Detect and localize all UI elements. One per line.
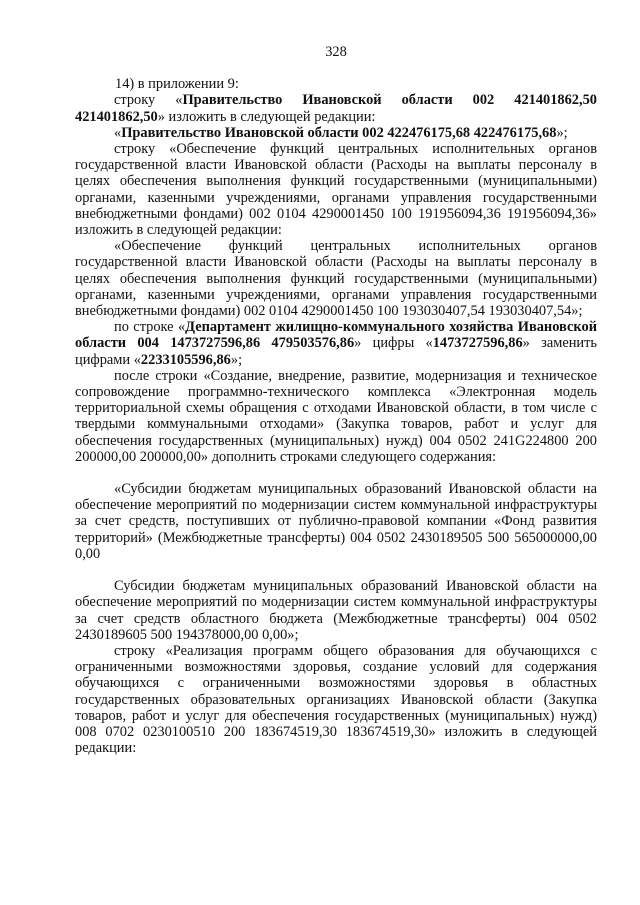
paragraph-appendix-9: 14) в приложении 9: <box>115 76 239 93</box>
paragraph-row-education: строку «Реализация программ общего образования для обучающихся с ограниченными возможностями здоровья, создание условий для содержания обучающихся с ограниченными возможностями здоровья в областных государственных образовательных организациях Ивановской области (Закупка товаров, работ и услуг для обеспечения государственных (муниципальных) нужд) 008 0702 0230100510 200 183674519,30 183674519,30» изложить в следующей редакции: <box>75 642 597 757</box>
bold-row-text: Правительство Ивановской области 002 421401862,50 421401862,50 <box>75 92 597 125</box>
bold-row-text: Правительство Ивановской области 002 422476175,68 422476175,68 <box>121 124 557 141</box>
paragraph-row-government-new: «Правительство Ивановской области 002 422476175,68 422476175,68»; <box>114 124 568 141</box>
paragraph-subsidy-fund: «Субсидии бюджетам муниципальных образований Ивановской области на обеспечение мероприятий по модернизации систем коммунальной инфраструктуры за счет средств, поступивших от публично-правовой компании «Фонд развития территорий» (Межбюджетные трансферты) 004 0502 2430189505 500 565000000,00 0,00 <box>75 481 597 562</box>
page-number: 328 <box>325 44 347 60</box>
paragraph-row-government: строку «Правительство Ивановской области 002 421401862,50 421401862,50» изложить в следующей редакции: <box>75 92 597 125</box>
bold-figure-new: 2233105596,86 <box>140 351 231 368</box>
bold-row-text: Департамент жилищно-коммунального хозяйства Ивановской области 004 1473727596,86 479503576,86 <box>75 319 597 352</box>
bold-figure-old: 1473727596,86 <box>432 335 523 352</box>
paragraph-row-functions-new: «Обеспечение функций центральных исполнительных органов государственной власти Ивановской области (Расходы на выплаты персоналу в целях обеспечения выполнения функций государственными (муниципальными) органами, казенными учреждениями, органами управления государственными внебюджетными фондами) 002 0104 4290001450 100 193030407,54 193030407,54»; <box>75 238 597 320</box>
paragraph-after-row-waste-model: после строки «Создание, внедрение, развитие, модернизация и техническое сопровождение программно-технического комплекса «Электронная модель территориальной схемы обращения с отходами Ивановской области, в том числе с твердыми коммунальными отходами» (Закупка товаров, работ и услуг для обеспечения государственных (муниципальных) нужд) 004 0502 241G224800 200 200000,00 200000,00» дополнить строками следующего содержания: <box>75 367 597 465</box>
paragraph-row-functions: строку «Обеспечение функций центральных исполнительных органов государственной власти Ивановской области (Расходы на выплаты персоналу в целях обеспечения выполнения функций государственными (муниципальными) органами, казенными учреждениями, органами управления государственными внебюджетными фондами) 002 0104 4290001450 100 191956094,36 191956094,36» изложить в следующей редакции: <box>75 141 597 239</box>
paragraph-row-housing-department: по строке «Департамент жилищно-коммунального хозяйства Ивановской области 004 1473727596,86 479503576,86» цифры «1473727596,86» заменить цифрами «2233105596,86»; <box>75 319 597 368</box>
paragraph-subsidy-regional: Субсидии бюджетам муниципальных образований Ивановской области на обеспечение мероприятий по модернизации систем коммунальной инфраструктуры за счет средств областного бюджета (Межбюджетные трансферты) 004 0502 2430189605 500 194378000,00 0,00»; <box>75 578 597 643</box>
